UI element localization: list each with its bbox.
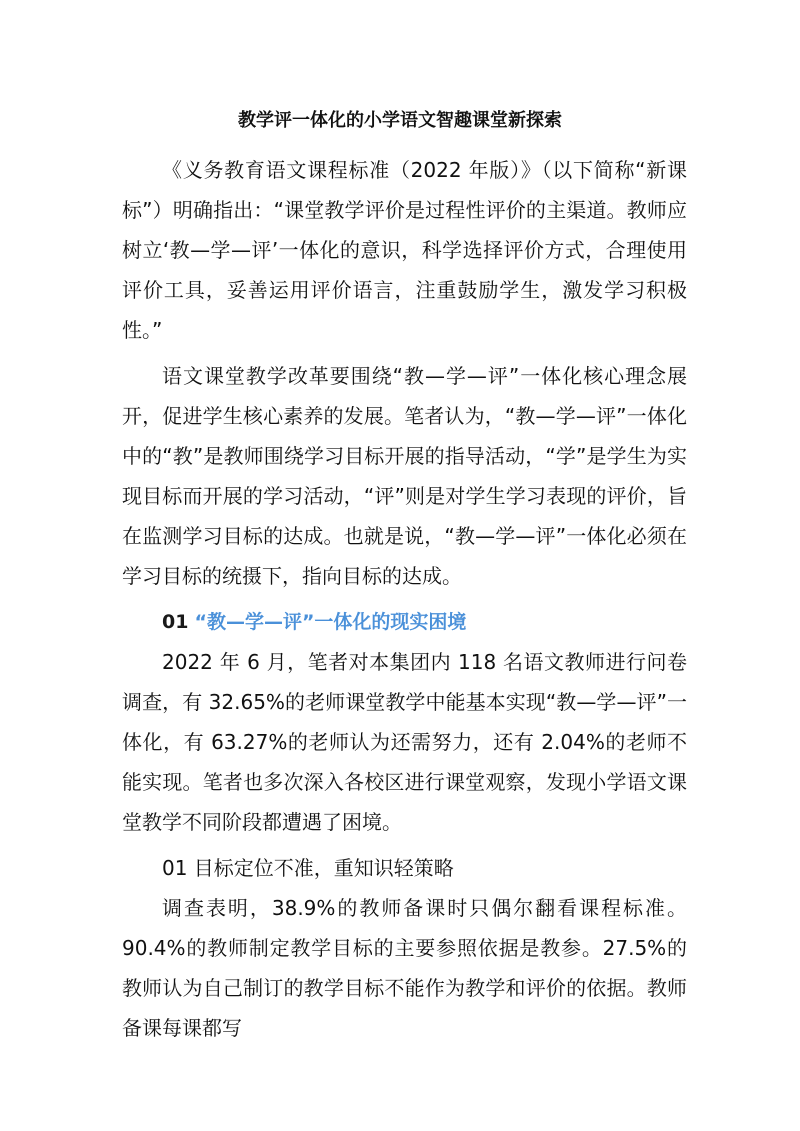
section-title: “教—学—评”一体化的现实困境 (194, 611, 467, 633)
section-number: 01 (162, 611, 189, 633)
paragraph-intro-2: 语文课堂教学改革要围绕“教—学—评”一体化核心理念展开，促进学生核心素养的发展。笔者认为，“教—学—评”一体化中的“教”是教师围绕学习目标开展的指导活动，“学”是学生为实现目标而开展的学习活动，“评”则是对学生学习表现的评价，旨在监测学习目标的达成。也就是说，“教—学—评”一体化必须在学习目标的统摄下，指向目标的达成。 (122, 364, 687, 588)
paragraph-findings: 调查表明，38.9%的教师备课时只偶尔翻看课程标准。90.4%的教师制定教学目标的主要参照依据是教参。27.5%的教师认为自己制订的教学目标不能作为教学和评价的依据。教师备课每课都写 (122, 896, 687, 1040)
section-heading (122, 602, 687, 642)
document-body (122, 150, 687, 1048)
paragraph-intro-1: 《义务教育语文课程标准（2022 年版）》（以下简称“新课标”）明确指出：“课堂教学评价是过程性评价的主渠道。教师应树立‘教—学—评’一体化的意识，科学选择评价方式，合理使用评价工具，妥善运用评价语言，注重鼓励学生，激发学习积极性。” (122, 158, 687, 342)
paragraph-survey: 2022 年 6 月，笔者对本集团内 118 名语文教师进行问卷调查，有 32.65%的老师课堂教学中能基本实现“教—学—评”一体化，有 63.27%的老师认为还需努力，还有 2.04%的老师不能实现。笔者也多次深入各校区进行课堂观察，发现小学语文课堂教学不同阶段都遭遇了困境。 (122, 650, 687, 834)
subsection-heading: 01 目标定位不准，重知识轻策略 (162, 856, 454, 880)
document-title: 教学评一体化的小学语文智趣课堂新探索 (238, 110, 562, 131)
